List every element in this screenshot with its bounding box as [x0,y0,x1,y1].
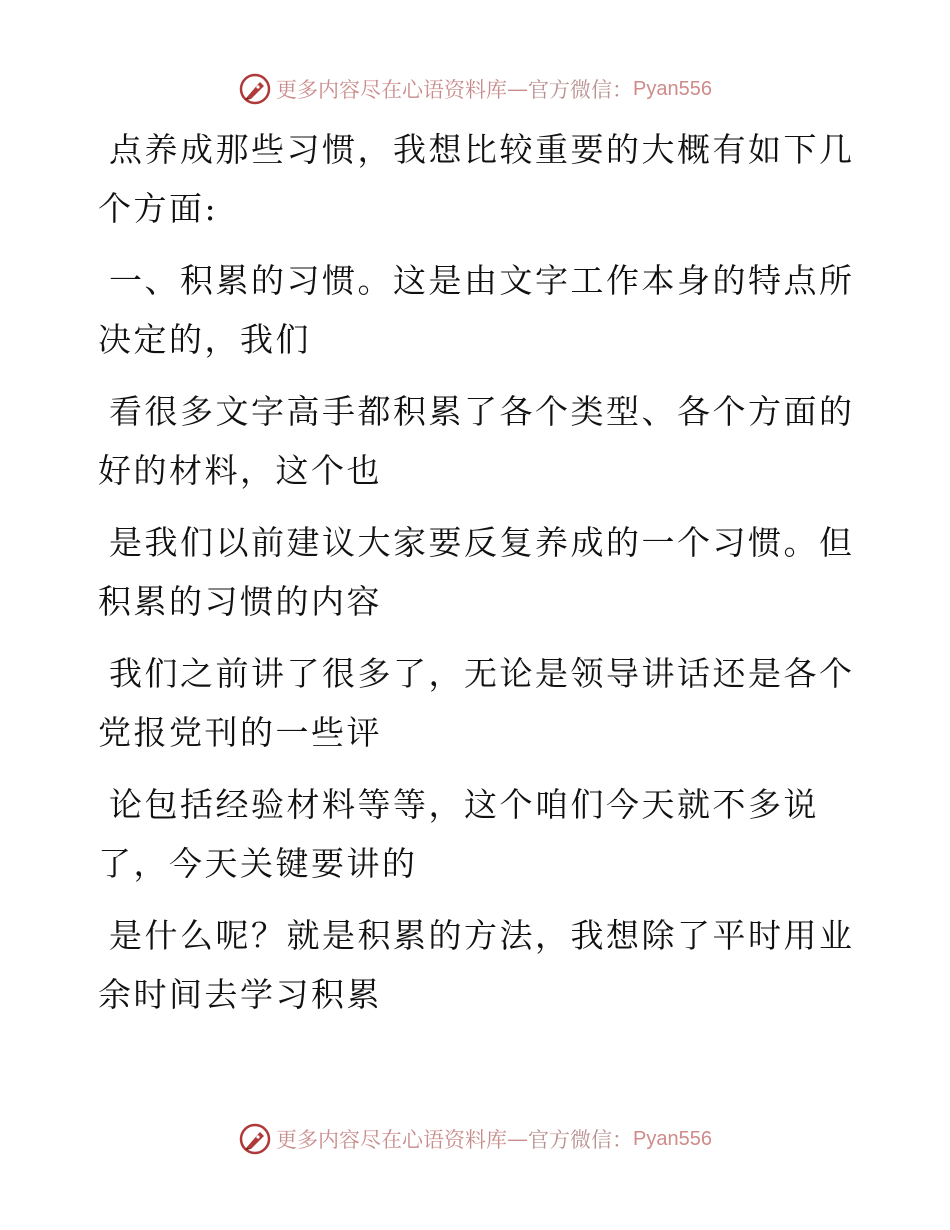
footer-banner [0,1122,950,1156]
header-wechat-label: 官方微信： [528,78,634,102]
paragraph-3 [98,382,855,500]
paragraph-2 [98,251,855,369]
paragraph-line: 是什么呢？就是积累的方法，我想除了平时用业 [109,916,855,955]
paragraph-4 [98,513,855,631]
footer-wechat-label: 官方微信： [528,1128,634,1152]
paragraph-line: 我们之前讲了很多了，无论是领导讲话还是各个 [109,654,855,693]
paragraph-7 [98,906,855,1024]
paragraph-line: 看很多文字高手都积累了各个类型、各个方面的 [109,392,855,431]
paragraph-line: 论包括经验材料等等，这个咱们今天就不多说 [109,785,819,824]
paragraph-1 [98,120,855,238]
paragraph-6 [98,775,838,893]
footer-dash: — [507,1127,529,1151]
paragraph-line: 好的材料，这个也 [98,451,382,490]
paragraph-line: 一、积累的习惯。这是由文字工作本身的特点所 [109,261,855,300]
paragraph-line: 个方面: [98,189,219,228]
paragraph-line: 积累的习惯的内容 [98,582,382,621]
header-site-name: 更多内容尽在心语资料库 [276,78,508,102]
paragraph-line: 点养成那些习惯，我想比较重要的大概有如下几 [109,130,855,169]
pen-nib-logo-icon [238,72,272,106]
paragraph-line: 决定的，我们 [98,320,311,359]
paragraph-line: 了，今天关键要讲的 [98,844,418,883]
document-body [98,120,855,1037]
header-banner [0,72,950,106]
paragraph-line: 党报党刊的一些评 [98,713,382,752]
footer-site-name: 更多内容尽在心语资料库 [276,1128,508,1152]
footer-wechat-id: Pyan556 [633,1127,712,1150]
pen-nib-logo-icon [238,1122,272,1156]
paragraph-line: 是我们以前建议大家要反复养成的一个习惯。但 [109,523,855,562]
header-wechat-id: Pyan556 [633,77,712,100]
header-dash: — [507,77,529,101]
paragraph-line: 余时间去学习积累 [98,975,382,1014]
paragraph-5 [98,644,855,762]
